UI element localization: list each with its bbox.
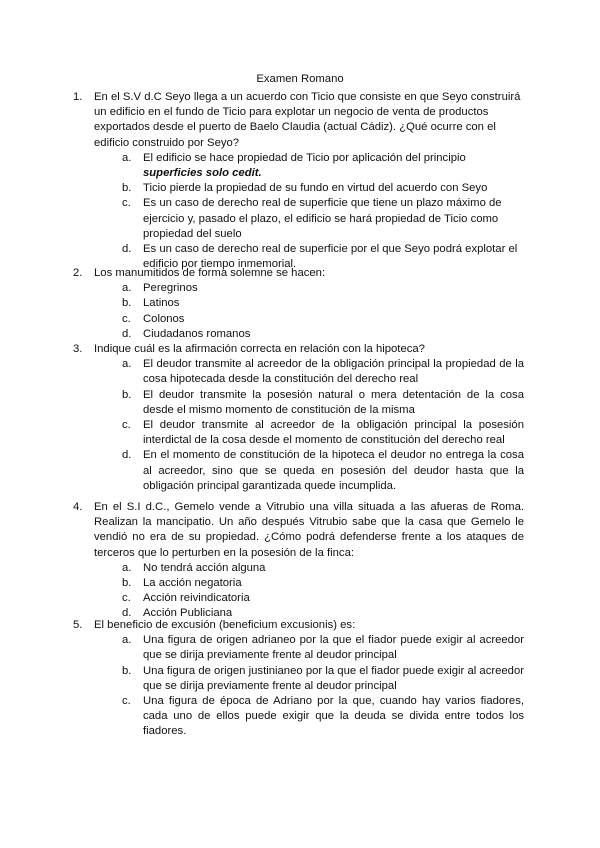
option-letter: c. xyxy=(122,197,131,210)
option-text: El edificio se hace propiedad de Ticio por aplicación del principio xyxy=(143,151,466,164)
question-text: En el S.V d.C Seyo llega a un acuerdo con Ticio que consiste en que Seyo construirá un edificio en el fundo de Ticio para explotar un negocio de venta de productos exportados desde el puerto de Baelo Claudia (actual Cádiz). ¿Qué ocurre con el edificio construido por Seyo? xyxy=(94,91,521,149)
option-text: El deudor transmite al acreedor de la obligación principal la propiedad de la cosa hipotecada desde la constitución del derecho real xyxy=(143,358,524,386)
question-number: 5. xyxy=(73,619,83,631)
option-letter: a. xyxy=(122,151,132,164)
question-5 xyxy=(73,618,524,740)
option-text: Es un caso de derecho real de superficie que tiene un plazo máximo de ejercicio y, pasado el plazo, el edificio se hará propiedad de Ticio como propiedad del suelo xyxy=(143,197,502,240)
question-number: 1. xyxy=(73,91,83,103)
option-text: Es un caso de derecho real de superficie por el que Seyo podrá explotar el edificio por tiempo inmemorial. xyxy=(143,243,518,271)
option-letter: b. xyxy=(122,664,132,677)
option-emphasis: superficies solo cedit. xyxy=(143,167,262,180)
option-c xyxy=(122,312,524,327)
option-text: En el momento de constitución de la hipoteca el deudor no entrega la cosa al acreedor, sino que se queda en posesión del deudor hasta que la obligación principal garantizada quede incumplida. xyxy=(143,449,524,492)
option-text: Ciudadanos romanos xyxy=(143,327,251,340)
question-3 xyxy=(73,342,524,494)
question-text: En el S.I d.C., Gemelo vende a Vitrubio una villa situada a las afueras de Roma. Realizan la mancipatio. Un año después Vitrubio sabe que la casa que Gemelo le vendió no era de su propiedad. ¿Cómo podrá defenderse frente a los ataques de terceros que lo perturben en la posesión de la finca: xyxy=(94,501,524,559)
option-c xyxy=(122,591,524,606)
option-letter: a. xyxy=(122,634,132,647)
option-letter: d. xyxy=(122,449,132,462)
option-d xyxy=(122,327,524,342)
question-number: 2. xyxy=(73,267,83,279)
option-text: Acción reivindicatoria xyxy=(143,592,250,605)
question-text: Los manumitidos de forma solemne se hacen: xyxy=(94,267,326,279)
option-a xyxy=(122,281,524,296)
option-letter: d. xyxy=(122,327,132,340)
question-number: 4. xyxy=(73,501,83,513)
option-c xyxy=(122,694,524,740)
option-text: Una figura de origen justinianeo por la que el fiador puede exigir al acreedor que se dirija previamente frente al deudor principal xyxy=(143,664,524,692)
option-letter: c. xyxy=(122,312,131,325)
option-text: El deudor transmite al acreedor de la obligación principal la posesión interdictal de la cosa desde el momento de constitución del derecho real xyxy=(143,419,524,447)
option-letter: b. xyxy=(122,388,132,401)
option-a xyxy=(122,357,524,387)
question-text: Indique cuál es la afirmación correcta en relación con la hipoteca? xyxy=(94,343,425,355)
option-letter: d. xyxy=(122,243,132,256)
option-b xyxy=(122,388,524,418)
option-letter: a. xyxy=(122,561,132,574)
page-title: Examen Romano xyxy=(256,73,344,85)
option-c xyxy=(122,196,524,242)
option-letter: c. xyxy=(122,592,131,605)
option-a xyxy=(122,633,524,663)
option-text: Ticio pierde la propiedad de su fundo en virtud del acuerdo con Seyo xyxy=(143,182,488,195)
option-letter: a. xyxy=(122,282,132,295)
option-a xyxy=(122,561,524,576)
option-d xyxy=(122,448,524,494)
option-text: Una figura de época de Adriano por la que, cuando hay varios fiadores, cada uno de ellos puede exigir que la deuda se divida entre todos los fiadores. xyxy=(143,695,524,738)
option-text: Peregrinos xyxy=(143,282,198,295)
option-text: Acción Publiciana xyxy=(143,607,233,620)
question-4 xyxy=(73,500,524,622)
option-text: El deudor transmite la posesión natural o mera detentación de la cosa desde el mismo momento de constitución de la misma xyxy=(143,388,524,416)
option-b xyxy=(122,664,524,694)
option-text: No tendrá acción alguna xyxy=(143,561,266,574)
option-c xyxy=(122,418,524,448)
option-text: Latinos xyxy=(143,297,180,310)
question-number: 3. xyxy=(73,343,83,355)
option-b xyxy=(122,181,524,196)
option-a xyxy=(122,151,524,181)
option-text: La acción negatoria xyxy=(143,577,242,590)
option-letter: b. xyxy=(122,297,132,310)
option-text: Colonos xyxy=(143,312,185,325)
option-letter: b. xyxy=(122,182,132,195)
question-1 xyxy=(73,90,524,272)
option-b xyxy=(122,296,524,311)
question-text: El beneficio de excusión (beneficium excusionis) es: xyxy=(94,619,356,631)
option-b xyxy=(122,576,524,591)
option-letter: c. xyxy=(122,695,131,708)
option-letter: b. xyxy=(122,577,132,590)
option-letter: c. xyxy=(122,419,131,432)
question-2 xyxy=(73,266,524,342)
option-letter: a. xyxy=(122,358,132,371)
option-text: Una figura de origen adrianeo por la que el fiador puede exigir al acreedor que se dirija previamente frente al deudor principal xyxy=(143,634,524,662)
option-letter: d. xyxy=(122,607,132,620)
